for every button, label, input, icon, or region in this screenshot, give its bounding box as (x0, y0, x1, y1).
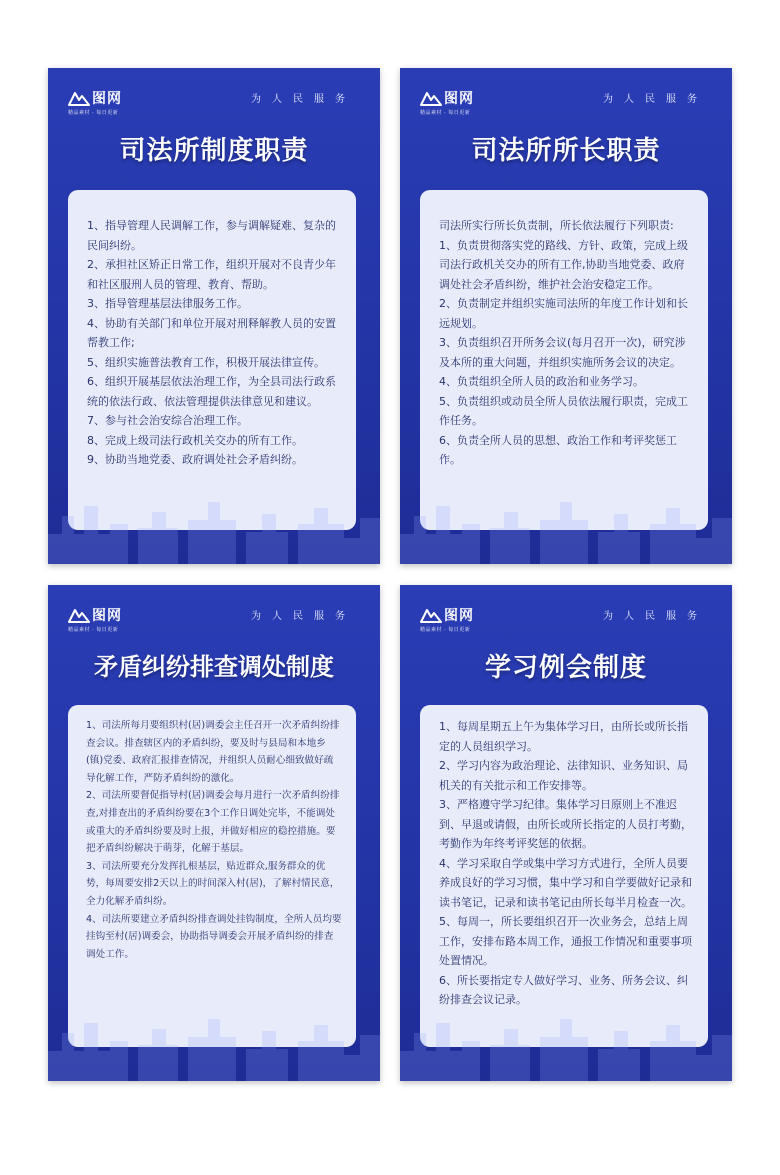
motto: 为人民服务 (251, 611, 356, 622)
list-item: 6、所长要指定专人做好学习、业务、所务会议、纠纷排查会议记录。 (439, 973, 688, 1006)
city-skyline-decoration (400, 1011, 732, 1081)
list-item: 4、负责组织全所人员的政治和业务学习。 (439, 375, 644, 388)
brand-logo (420, 605, 474, 633)
list-item: 6、负责全所人员的思想、政治工作和考评奖惩工作。 (439, 433, 677, 466)
logo-tagline: 精品素材 · 每日更新 (420, 110, 471, 116)
city-skyline-decoration (48, 494, 380, 564)
list-item: 2、学习内容为政治理论、法律知识、业务知识、局机关的有关批示和工作安排等。 (439, 759, 688, 792)
content-card (420, 190, 708, 530)
list-item: 1、每周星期五上午为集体学习日，由所长或所长指定的人员组织学习。 (439, 720, 688, 753)
logo-mountain-icon (68, 607, 90, 623)
poster-title: 矛盾纠纷排查调处制度 (94, 653, 334, 681)
list-item: 6、组织开展基层依法治理工作，为全县司法行政系统的依法行政、依法管理提供法律意见和建议。 (87, 375, 336, 408)
list-item: 司法所实行所长负责制，所长依法履行下列职责: (439, 219, 674, 232)
list-item: 9、协助当地党委、政府调处社会矛盾纠纷。 (87, 453, 303, 466)
list-item: 3、司法所要充分发挥扎根基层，贴近群众,服务群众的优势，每周要安排2天以上的时间深入村(居)，了解村情民意，全力化解矛盾纠纷。 (86, 860, 340, 907)
list-item: 5、每周一，所长要组织召开一次业务会，总结上周工作，安排布路本周工作，通报工作情况和重要事项处置情况。 (439, 915, 692, 967)
logo-name: 图网 (92, 608, 122, 624)
poster-director-duties (400, 68, 732, 564)
poster-study-meeting (400, 585, 732, 1081)
list-item: 3、负责组织召开所务会议(每月召开一次)，研究涉及本所的重大问题，并组织实施所务会议的决定。 (439, 336, 686, 369)
motto: 为人民服务 (251, 94, 356, 105)
list-item: 1、司法所每月要组织村(居)调委会主任召开一次矛盾纠纷排查会议。排查辖区内的矛盾纠纷，要及时与县局和本地乡(镇)党委、政府汇报排查情况，并组织人员耐心细致做好疏导化解工作，严防矛盾纠纷的激化。 (86, 720, 340, 784)
list-item: 4、协助有关部门和单位开展对刑释解教人员的安置帮教工作; (87, 316, 336, 349)
list-item: 5、负责组织或动员全所人员依法履行职责，完成工作任务。 (439, 394, 688, 427)
content-card (420, 705, 708, 1047)
logo-mountain-icon (420, 607, 442, 623)
poster-title: 司法所所长职责 (471, 136, 661, 166)
poster-judicial-office-duties (48, 68, 380, 564)
list-item: 3、严格遵守学习纪律。集体学习日原则上不准迟到、早退或请假，由所长或所长指定的人员打考勤，考勤作为年终考评奖惩的依据。 (439, 798, 692, 850)
list-item: 4、司法所要建立矛盾纠纷排查调处挂钩制度，全所人员均要挂钩至村(居)调委会，协助指导调委会开展矛盾纠纷的排查调处工作。 (86, 913, 342, 960)
motto: 为人民服务 (603, 611, 708, 622)
city-skyline-decoration (400, 494, 732, 564)
brand-logo (420, 88, 474, 116)
logo-mountain-icon (420, 90, 442, 106)
list-item: 2、负责制定并组织实施司法所的年度工作计划和长远规划。 (439, 297, 688, 330)
motto: 为人民服务 (603, 94, 708, 105)
poster-dispute-mediation (48, 585, 380, 1081)
list-item: 8、完成上级司法行政机关交办的所有工作。 (87, 433, 303, 447)
content-card (68, 705, 356, 1047)
logo-tagline: 精品素材 · 每日更新 (68, 110, 119, 116)
brand-logo (68, 88, 122, 116)
brand-logo (68, 605, 122, 633)
list-item: 1、指导管理人民调解工作，参与调解疑难、复杂的民间纠纷。 (87, 219, 336, 252)
list-item: 2、司法所要督促指导村(居)调委会每月进行一次矛盾纠纷排查,对排查出的矛盾纠纷要在3个工作日调处完毕，不能调处或重大的矛盾纠纷要及时上报，并做好相应的稳控措施。要把矛盾纠纷解决于萌芽，化解于基层。 (86, 790, 340, 855)
list-item: 1、负责贯彻落实党的路线、方针、政策，完成上级司法行政机关交办的所有工作,协助当地党委、政府调处社会矛盾纠纷，维护社会治安稳定工作。 (439, 238, 688, 291)
list-item: 7、参与社会治安综合治理工作。 (87, 414, 248, 427)
logo-name: 图网 (444, 91, 474, 107)
list-item: 3、指导管理基层法律服务工作。 (87, 297, 248, 310)
list-item: 2、承担社区矫正日常工作，组织开展对不良青少年和社区服刑人员的管理、教育、帮助。 (87, 258, 336, 291)
content-card (68, 190, 356, 530)
list-item: 5、组织实施普法教育工作，积极开展法律宣传。 (87, 355, 325, 369)
list-item: 4、学习采取自学或集中学习方式进行，全所人员要养成良好的学习习惯，集中学习和自学要做好记录和读书笔记，记录和读书笔记由所长每半月检查一次。 (439, 856, 692, 909)
logo-name: 图网 (92, 91, 122, 107)
poster-title: 司法所制度职责 (119, 136, 309, 166)
city-skyline-decoration (48, 1011, 380, 1081)
logo-tagline: 精品素材 · 每日更新 (420, 627, 471, 633)
logo-mountain-icon (68, 90, 90, 106)
logo-name: 图网 (444, 608, 474, 624)
logo-tagline: 精品素材 · 每日更新 (68, 627, 119, 633)
poster-title: 学习例会制度 (484, 653, 647, 683)
